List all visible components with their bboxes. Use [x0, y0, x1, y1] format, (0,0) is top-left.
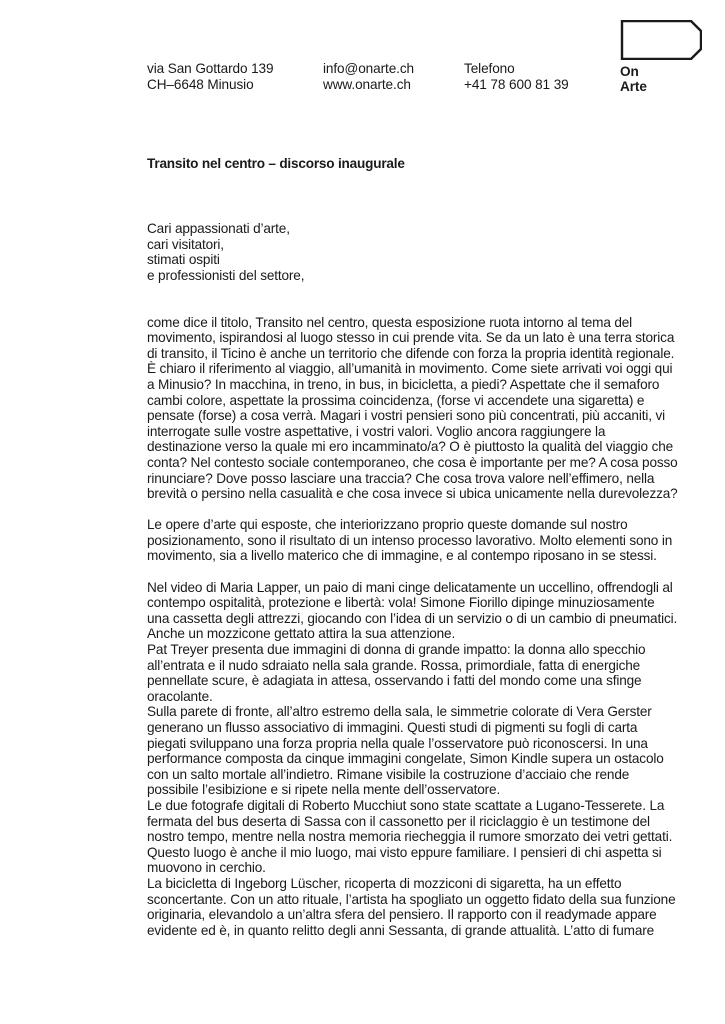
paragraph-line: movimento, ispirandosi al luogo stesso in cui prende vita. Se da un lato è una terra storica — [147, 330, 675, 346]
paragraph-line: pensate (forse) a cosa verrà. Magari i vostri pensieri sono più concentrati, più accaniti, vi — [147, 408, 665, 424]
paragraph-line: interrogate sulle vostre aspettative, i vostri valori. Voglio ancora raggiungere la — [147, 423, 606, 439]
logo-wordmark — [620, 64, 702, 94]
paragraph-line: all’entrata e il nudo sdraiato nella sala grande. Rossa, primordiale, fatta di energiche — [147, 657, 641, 673]
paragraph-line: È chiaro il riferimento al viaggio, all’umanità in movimento. Come siete arrivati voi oggi qui — [147, 361, 673, 377]
paragraph-line: Le due fotografe digitali di Roberto Mucchiut sono state scattate a Lugano-Tesserete. La — [147, 797, 665, 813]
salutation-line: Cari appassionati d’arte, — [147, 221, 290, 236]
contact-email: info@onarte.ch — [323, 61, 414, 76]
address-street: via San Gottardo 139 — [147, 61, 274, 76]
paragraph-line: Questo luogo è anche il mio luogo, mai visto eppure familiare. I pensieri di chi aspetta si — [147, 844, 662, 860]
paragraph-line: Anche un mozzicone gettato attira la sua attenzione. — [147, 626, 456, 642]
paragraph-line: cambi colore, aspettate la prossima coincidenza, (forse vi accendete una sigaretta) e — [147, 392, 645, 408]
phone-label: Telefono — [464, 61, 515, 76]
paragraph-line: a Minusio? In macchina, in treno, in bus, in bicicletta, a piedi? Aspettate che il semaforo — [147, 376, 660, 392]
paragraph-line: generano un flusso associativo di immagini. Questi studi di pigmenti su fogli di carta — [147, 720, 638, 735]
paragraph-line: Nel video di Maria Lapper, un paio di mani cinge delicatamente un uccellino, offrendogli al — [147, 579, 673, 595]
paragraph-line: originaria, elevandolo a un’altra sfera del pensiero. Il rapporto con il readymade appare — [147, 907, 657, 923]
paragraph-line: fermata del bus deserta di Sassa con il cassonetto per il riciclaggio è un testimone del — [147, 813, 650, 829]
document-title: Transito nel centro – discorso inaugurale — [147, 156, 405, 171]
paragraph-line: nostro tempo, mentre nella nostra memoria riecheggia il rumore smorzato dei vetri gettati. — [147, 829, 673, 845]
paragraph-spacer — [147, 502, 687, 518]
sender-phone — [464, 61, 569, 92]
paragraph-line: performance composta da cinque immagini congelate, Simon Kindle supera un ostacolo — [147, 751, 664, 767]
paragraph-line: muovono in cerchio. — [147, 860, 266, 876]
paragraph-line: come dice il titolo, Transito nel centro, questa esposizione ruota intorno al tema del — [147, 314, 633, 330]
paragraph-line: oracolante. — [147, 688, 213, 704]
paragraph-line: La bicicletta di Ingeborg Lüscher, ricoperta di mozziconi di sigaretta, ha un effetto — [147, 875, 622, 891]
paragraph-line: posizionamento, sono il risultato di un intenso processo lavorativo. Molto elementi sono in — [147, 532, 673, 548]
paragraph-line: contempo ospitalità, protezione e libertà: vola! Simone Fiorillo dipinge minuziosamente — [147, 595, 655, 611]
onarte-logo — [620, 20, 702, 94]
logo-frame-icon — [620, 20, 702, 60]
paragraph-spacer — [147, 283, 687, 314]
paragraph-line: evidente ed è, in quanto relitto degli anni Sessanta, di grande attualità. L’atto di fumare — [147, 922, 655, 938]
contact-website: www.onarte.ch — [323, 76, 411, 92]
paragraph-line: Le opere d’arte qui esposte, che interiorizzano proprio queste domande sul nostro — [147, 517, 628, 533]
salutation-line: cari visitatori, — [147, 236, 224, 252]
logo-word-arte: Arte — [620, 79, 647, 94]
salutation-line: stimati ospiti — [147, 252, 220, 268]
paragraph-line: sconcertante. Con un atto rituale, l’artista ha spogliato un oggetto fidato della sua funzione — [147, 891, 676, 907]
address-city: CH–6648 Minusio — [147, 76, 254, 92]
phone-number: +41 78 600 81 39 — [464, 76, 569, 92]
paragraph-line: Sulla parete di fronte, all’altro estremo della sala, le simmetrie colorate di Vera Gerster — [147, 704, 652, 720]
paragraph-line: con un salto mortale all’indietro. Rimane visibile la costruzione d’acciaio che rende — [147, 766, 630, 782]
document-body — [147, 221, 687, 938]
paragraph-line: conta? Nel contesto sociale contemporaneo, che cosa è importante per me? A cosa posso — [147, 454, 678, 470]
sender-address — [147, 61, 273, 92]
paragraph-line: pennellate scure, è adagiata in attesa, osservando i fatti del mondo come una sfinge — [147, 673, 642, 689]
sender-contact — [323, 61, 414, 92]
paragraph-line: possibile l’esibizione e si ripete nella mente dell’osservatore. — [147, 782, 501, 798]
paragraph-line: una cassetta degli attrezzi, giocando con l’idea di un servizio o di un cambio di pneumatici. — [147, 610, 678, 626]
paragraph-line: destinazione verso la quale mi ero incamminato/a? O è piuttosto la qualità del viaggio che — [147, 439, 674, 455]
paragraph-spacer — [147, 564, 687, 580]
logo-word-on: On — [620, 64, 639, 79]
paragraph-line: di transito, il Ticino è anche un territorio che difende con forza la propria identità regionale. — [147, 345, 675, 361]
paragraph-line: piegati sviluppano una forza propria nella quale l’osservatore può riconoscersi. In una — [147, 735, 648, 751]
paragraph-line: rinunciare? Dove posso lasciare una traccia? Che cosa trova valore nell’effimero, nella — [147, 470, 655, 486]
paragraph-line: brevità o persino nella casualità e che cosa invece si ubica unicamente nella durevolezza? — [147, 486, 678, 502]
paragraph-line: Pat Treyer presenta due immagini di donna di grande impatto: la donna allo specchio — [147, 642, 646, 658]
salutation-line: e professionisti del settore, — [147, 267, 305, 283]
paragraph-line: movimento, sia a livello materico che di immagine, e al contempo riposano in se stessi. — [147, 548, 657, 564]
